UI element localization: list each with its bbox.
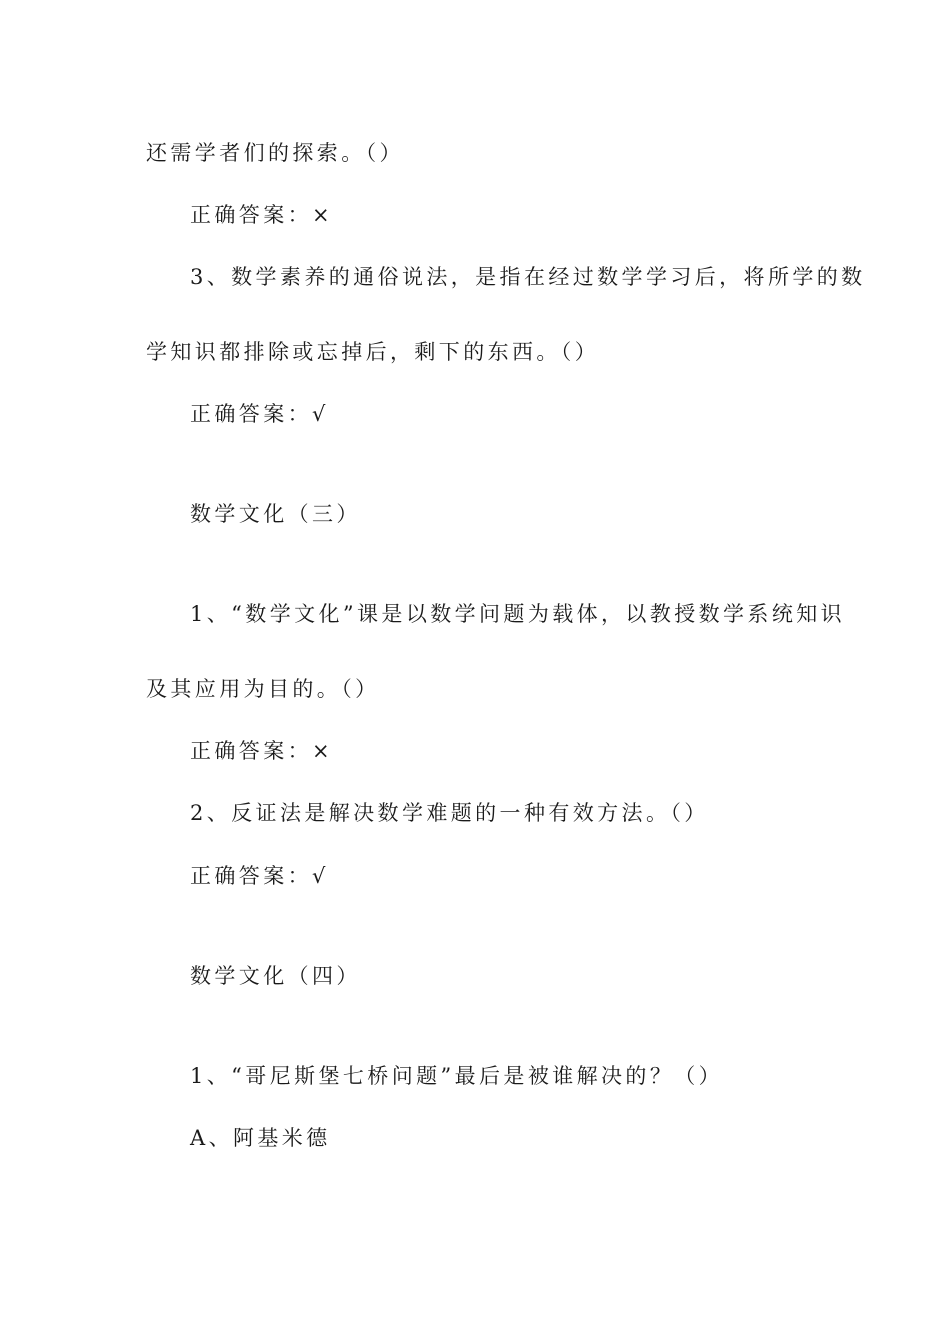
section-heading-4: 数学文化（四）	[190, 964, 361, 988]
section4-question-1-text: 1、“哥尼斯堡七桥问题”最后是被谁解决的？（）	[190, 1064, 724, 1088]
section3-answer-2: 正确答案：√	[190, 864, 329, 888]
question-2-continuation: 还需学者们的探索。（）	[146, 141, 404, 165]
section3-question-2-text: 2、反证法是解决数学难题的一种有效方法。（）	[190, 801, 709, 825]
section3-question-1-continuation: 及其应用为目的。（）	[146, 677, 380, 701]
question-3-continuation: 学知识都排除或忘掉后，剩下的东西。（）	[146, 340, 600, 364]
section-heading-3: 数学文化（三）	[190, 502, 361, 526]
question-3-text: 3、数学素养的通俗说法，是指在经过数学学习后，将所学的数	[190, 265, 866, 289]
answer-q3-section2: 正确答案：√	[190, 402, 329, 426]
section4-option-a: A、阿基米德	[190, 1126, 331, 1150]
section3-answer-1: 正确答案：×	[190, 739, 333, 763]
section3-question-1-text: 1、“数学文化”课是以数学问题为载体，以教授数学系统知识	[190, 602, 846, 626]
answer-q2-section2: 正确答案：×	[190, 203, 333, 227]
